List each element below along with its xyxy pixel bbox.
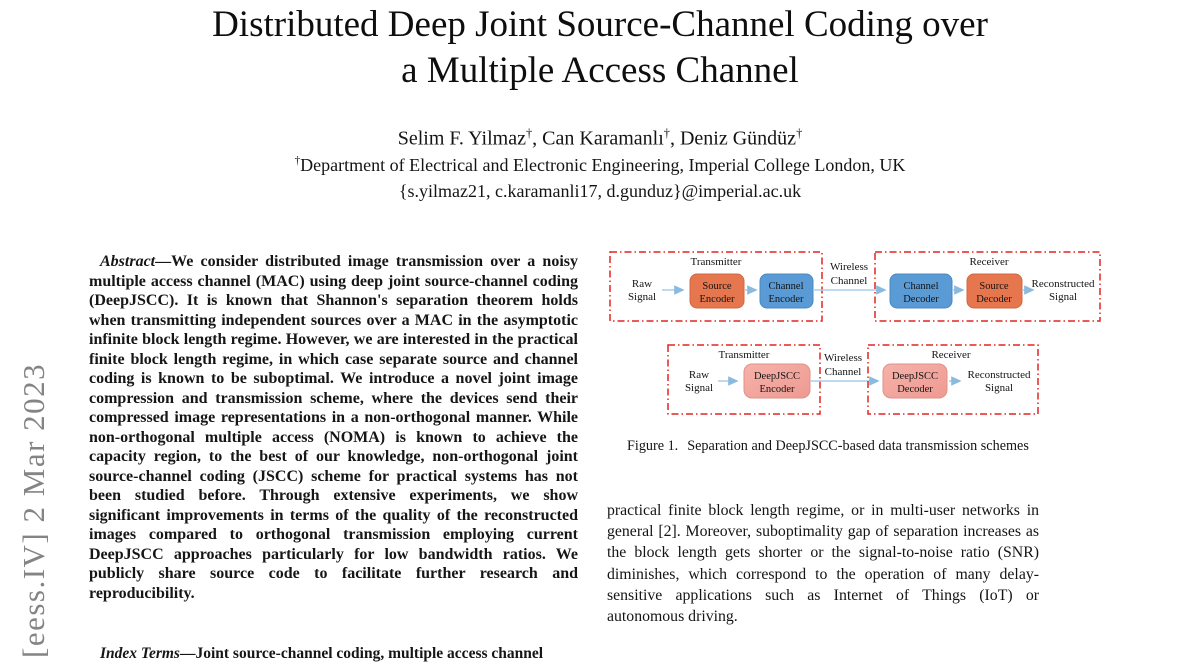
clipped-line-text: —Joint source-channel coding, multiple access channel	[179, 645, 544, 662]
wireless-channel-label: Channel	[824, 366, 862, 378]
deepjscc-transmitter-label: Transmitter	[718, 349, 770, 361]
wireless-channel-label: Wireless	[823, 352, 863, 364]
source-decoder-label: Source	[979, 281, 1009, 292]
paper-title-line2: a Multiple Access Channel	[401, 50, 799, 91]
raw-signal-label: Raw	[688, 369, 710, 381]
deepjscc-receiver-label: Receiver	[931, 349, 971, 361]
dagger-mark: †	[294, 155, 301, 167]
deepjscc-encoder-label: DeepJSCC	[753, 371, 801, 382]
source-encoder-label: Source	[702, 281, 732, 292]
author-name: Deniz Gündüz	[679, 127, 797, 150]
channel-encoder-label: Encoder	[768, 294, 804, 305]
wireless-channel-label: Wireless	[829, 261, 869, 273]
abstract-paragraph	[89, 252, 578, 603]
separation-receiver-label: Receiver	[969, 256, 1009, 268]
arxiv-watermark: [eess.IV] 2 Mar 2023	[16, 362, 51, 658]
figure-caption	[627, 438, 1102, 455]
deepjscc-decoder-label: Decoder	[897, 384, 933, 395]
channel-decoder-label: Decoder	[903, 294, 939, 305]
source-encoder-label: Encoder	[699, 294, 735, 305]
raw-signal-label: Signal	[627, 291, 657, 303]
reconstructed-signal-label: Reconstructed	[967, 369, 1031, 381]
reconstructed-signal-label: Signal	[984, 382, 1014, 394]
paper-title-line1: Distributed Deep Joint Source-Channel Coding over	[212, 4, 988, 45]
raw-signal-label: Raw	[631, 278, 653, 290]
email-line: {s.yilmaz21, c.karamanli17, d.gunduz}@imperial.ac.uk	[398, 181, 802, 201]
deepjscc-encoder-label: Encoder	[759, 384, 795, 395]
clipped-partial-text-line	[89, 645, 578, 665]
channel-encoder-label: Channel	[768, 281, 804, 292]
author-name: Selim F. Yilmaz	[397, 127, 526, 150]
body-paragraph: practical finite block length regime, or in multi-user networks in general [2]. Moreover, suboptimality gap of separation increases as the block length gets shorter or the signal-to-noise ratio (SNR) diminishes, which correspond to the operation of many delay-sensitive applications such as Internet of Things (IoT) or autonomous driving.	[607, 502, 1039, 626]
dagger-mark: †	[796, 126, 803, 140]
source-decoder-label: Decoder	[976, 294, 1012, 305]
affiliation-text: Department of Electrical and Electronic Engineering, Imperial College London, UK	[300, 155, 906, 175]
author-separator: ,	[669, 127, 680, 150]
separation-transmitter-label: Transmitter	[690, 256, 742, 268]
paper-title	[0, 2, 1200, 94]
reconstructed-signal-label: Reconstructed	[1031, 278, 1095, 290]
dagger-mark: †	[525, 126, 533, 140]
author-name: Can Karamanlı	[542, 127, 664, 150]
dagger-mark: †	[663, 126, 670, 140]
abstract-body: —We consider distributed image transmission over a noisy multiple access channel (MAC) using deep joint source-channel coding (DeepJSCC). It is known that Shannon's separation theorem holds when transmitting independent sources over a MAC in the asymptotic infinite block length regime. However, we are interested in the practical finite block length regime, in which case separate source and channel coding is known to be suboptimal. We introduce a novel joint image compression and transmission scheme, where the devices send their compressed image representations in a non-orthogonal manner. While non-orthogonal multiple access (NOMA) is known to achieve the capacity region, to the best of our knowledge, non-orthogonal joint source-channel coding (JSCC) scheme for practical systems has not been studied before. Through extensive experiments, we show significant improvements in terms of the quality of the reconstructed images compared to orthogonal transmission employing current DeepJSCC approaches particularly for low bandwidth ratios. We publicly share source code to facilitate further research and reproducibility.	[89, 253, 578, 602]
figure-caption-text: Separation and DeepJSCC-based data transmission schemes	[687, 438, 1029, 454]
clipped-line-label: Index Terms	[100, 645, 180, 662]
author-separator: ,	[532, 127, 543, 150]
affiliation-line	[0, 155, 1200, 176]
channel-decoder-label: Channel	[903, 281, 939, 292]
reconstructed-signal-label: Signal	[1048, 291, 1078, 303]
abstract-label: Abstract	[100, 253, 156, 270]
raw-signal-label: Signal	[684, 382, 714, 394]
author-line	[0, 126, 1200, 151]
figure-1-diagram	[605, 248, 1105, 428]
figure-caption-label: Figure 1.	[627, 438, 679, 454]
deepjscc-decoder-label: DeepJSCC	[891, 371, 939, 382]
wireless-channel-label: Channel	[830, 275, 868, 287]
